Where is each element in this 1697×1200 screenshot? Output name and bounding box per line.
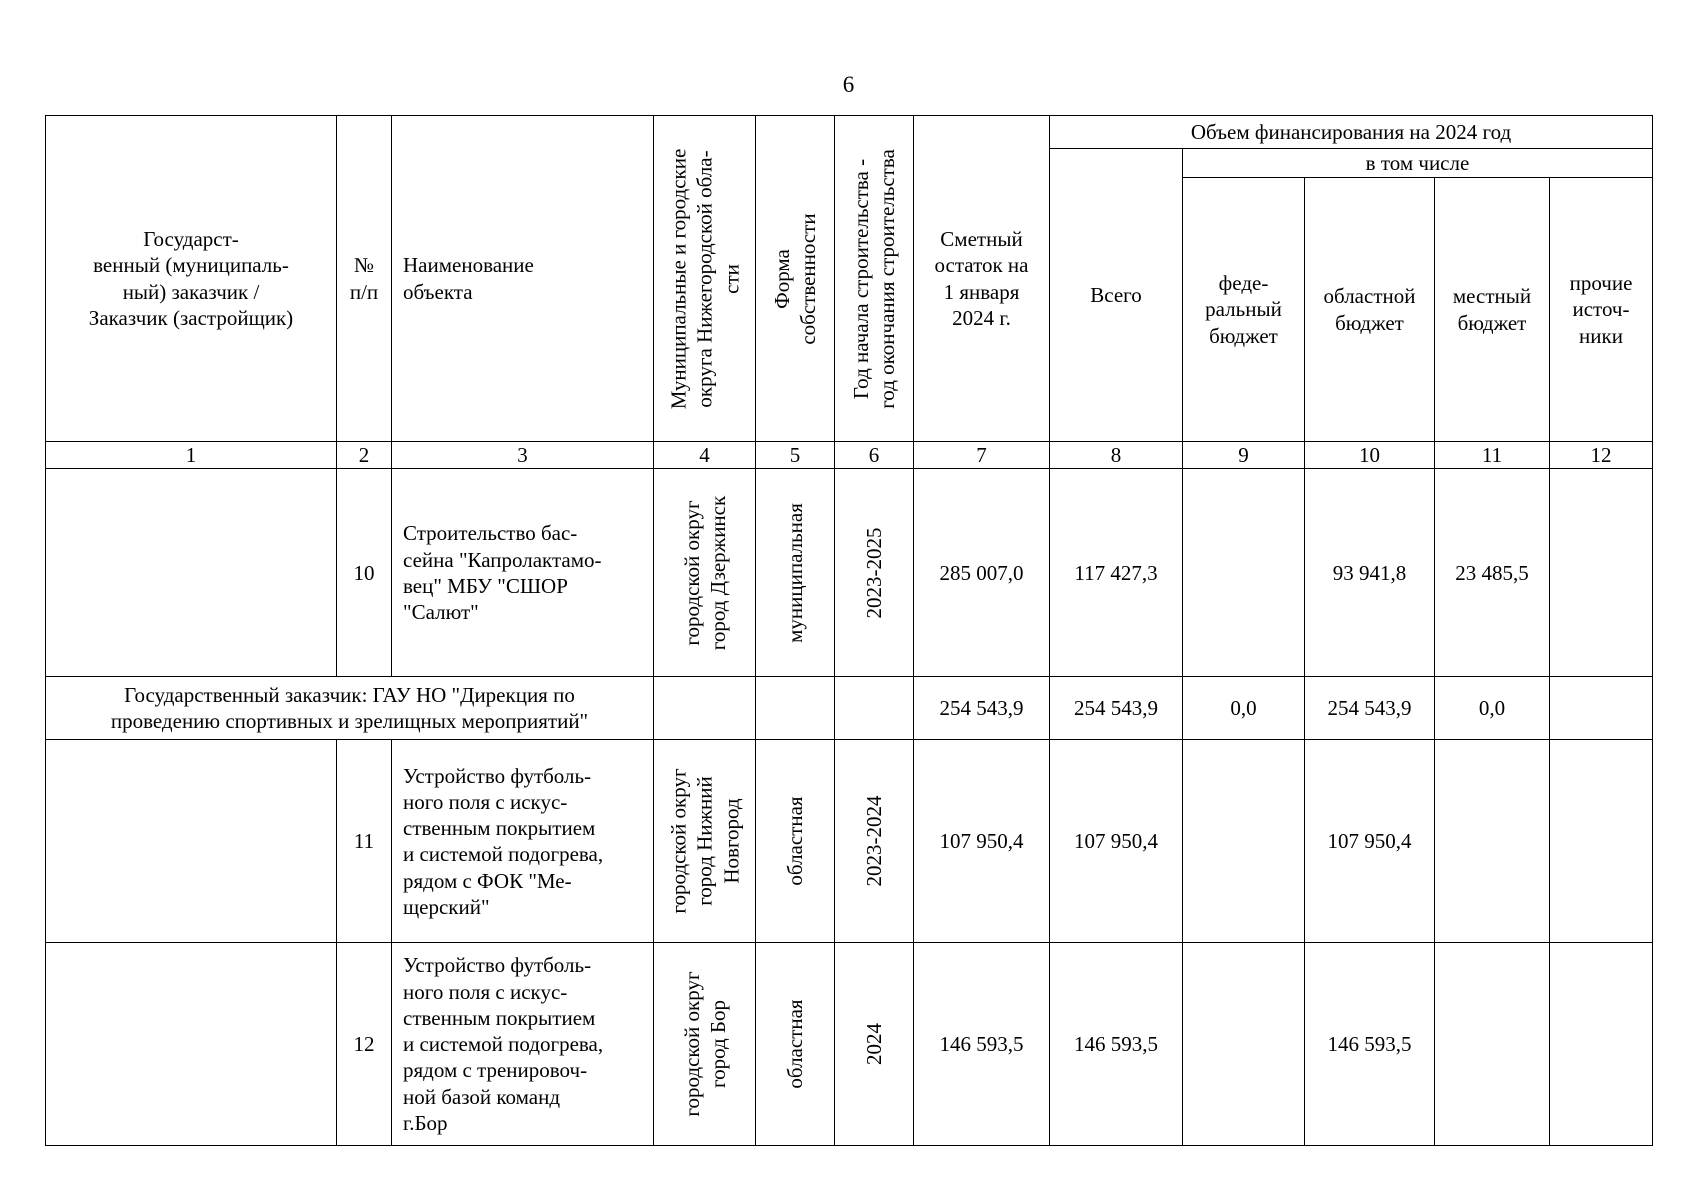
- cell-total: 146 593,5: [1050, 943, 1183, 1146]
- cell-total: 107 950,4: [1050, 740, 1183, 943]
- column-number: 7: [914, 442, 1050, 469]
- header-financing: Объем финансирования на 2024 год: [1050, 116, 1653, 149]
- page-number: 6: [842, 72, 855, 97]
- cell-years: 2023-2025: [835, 469, 914, 677]
- header-regional: областной бюджет: [1305, 178, 1435, 442]
- cell-local: 0,0: [1435, 677, 1550, 740]
- cell-customer: [46, 943, 337, 1146]
- header-number: № п/п: [337, 116, 392, 442]
- column-number: 1: [46, 442, 337, 469]
- cell-object-name: Устройство футболь- ного поля с искус- ственным покрытием и системой подогрева, рядом с тренировоч- ной базой команд г.Бор: [392, 943, 654, 1146]
- cell-regional: 93 941,8: [1305, 469, 1435, 677]
- cell-other: [1550, 740, 1653, 943]
- cell-federal: 0,0: [1183, 677, 1305, 740]
- header-ownership: Форма собственности: [756, 116, 835, 442]
- column-number: 12: [1550, 442, 1653, 469]
- table-row: [46, 469, 1653, 677]
- column-numbers-row: [46, 442, 1653, 469]
- header-municipality: Муниципальные и городские округа Нижегородской обла- сти: [654, 116, 756, 442]
- header-local: местный бюджет: [1435, 178, 1550, 442]
- header-federal: феде- ральный бюджет: [1183, 178, 1305, 442]
- cell-years: [835, 677, 914, 740]
- column-number: 8: [1050, 442, 1183, 469]
- column-number: 4: [654, 442, 756, 469]
- cell-other: [1550, 469, 1653, 677]
- column-number: 3: [392, 442, 654, 469]
- cell-years: 2023-2024: [835, 740, 914, 943]
- customer-row: [46, 677, 1653, 740]
- column-number: 11: [1435, 442, 1550, 469]
- column-number: 9: [1183, 442, 1305, 469]
- table-row: [46, 943, 1653, 1146]
- cell-total: 117 427,3: [1050, 469, 1183, 677]
- cell-federal: [1183, 740, 1305, 943]
- cell-municipality: городской округ город Нижний Новгород: [654, 740, 756, 943]
- cell-customer: [46, 740, 337, 943]
- cell-ownership: [756, 677, 835, 740]
- header-years: Год начала строительства - год окончания строительства: [835, 116, 914, 442]
- cell-other: [1550, 943, 1653, 1146]
- table-row: [46, 740, 1653, 943]
- cell-estimate: 107 950,4: [914, 740, 1050, 943]
- cell-regional: 146 593,5: [1305, 943, 1435, 1146]
- cell-number: 11: [337, 740, 392, 943]
- header-total: Всего: [1050, 149, 1183, 442]
- customer-label: Государственный заказчик: ГАУ НО "Дирекция по проведению спортивных и зрелищных мероприятий": [46, 677, 654, 740]
- cell-object-name: Строительство бас- сейна "Капролактамо- вец" МБУ "СШОР "Салют": [392, 469, 654, 677]
- cell-local: 23 485,5: [1435, 469, 1550, 677]
- header-including: в том числе: [1183, 149, 1653, 178]
- header-object-name: Наименование объекта: [392, 116, 654, 442]
- cell-regional: 254 543,9: [1305, 677, 1435, 740]
- cell-number: 10: [337, 469, 392, 677]
- cell-other: [1550, 677, 1653, 740]
- cell-local: [1435, 943, 1550, 1146]
- column-number: 10: [1305, 442, 1435, 469]
- header-customer: Государст- венный (муниципаль- ный) заказчик / Заказчик (застройщик): [46, 116, 337, 442]
- column-number: 5: [756, 442, 835, 469]
- cell-total: 254 543,9: [1050, 677, 1183, 740]
- financing-table: [45, 115, 1653, 1146]
- cell-federal: [1183, 469, 1305, 677]
- cell-municipality: городской округ город Дзержинск: [654, 469, 756, 677]
- cell-estimate: 254 543,9: [914, 677, 1050, 740]
- column-number: 2: [337, 442, 392, 469]
- cell-estimate: 285 007,0: [914, 469, 1050, 677]
- cell-estimate: 146 593,5: [914, 943, 1050, 1146]
- cell-years: 2024: [835, 943, 914, 1146]
- cell-object-name: Устройство футболь- ного поля с искус- ственным покрытием и системой подогрева, рядом с ФОК "Ме- щерский": [392, 740, 654, 943]
- header-other: прочие источ- ники: [1550, 178, 1653, 442]
- cell-federal: [1183, 943, 1305, 1146]
- cell-ownership: областная: [756, 943, 835, 1146]
- cell-ownership: муниципальная: [756, 469, 835, 677]
- cell-municipality: городской округ город Бор: [654, 943, 756, 1146]
- cell-number: 12: [337, 943, 392, 1146]
- cell-ownership: областная: [756, 740, 835, 943]
- cell-regional: 107 950,4: [1305, 740, 1435, 943]
- cell-customer: [46, 469, 337, 677]
- cell-municipality: [654, 677, 756, 740]
- cell-local: [1435, 740, 1550, 943]
- header-estimate: Сметный остаток на 1 января 2024 г.: [914, 116, 1050, 442]
- column-number: 6: [835, 442, 914, 469]
